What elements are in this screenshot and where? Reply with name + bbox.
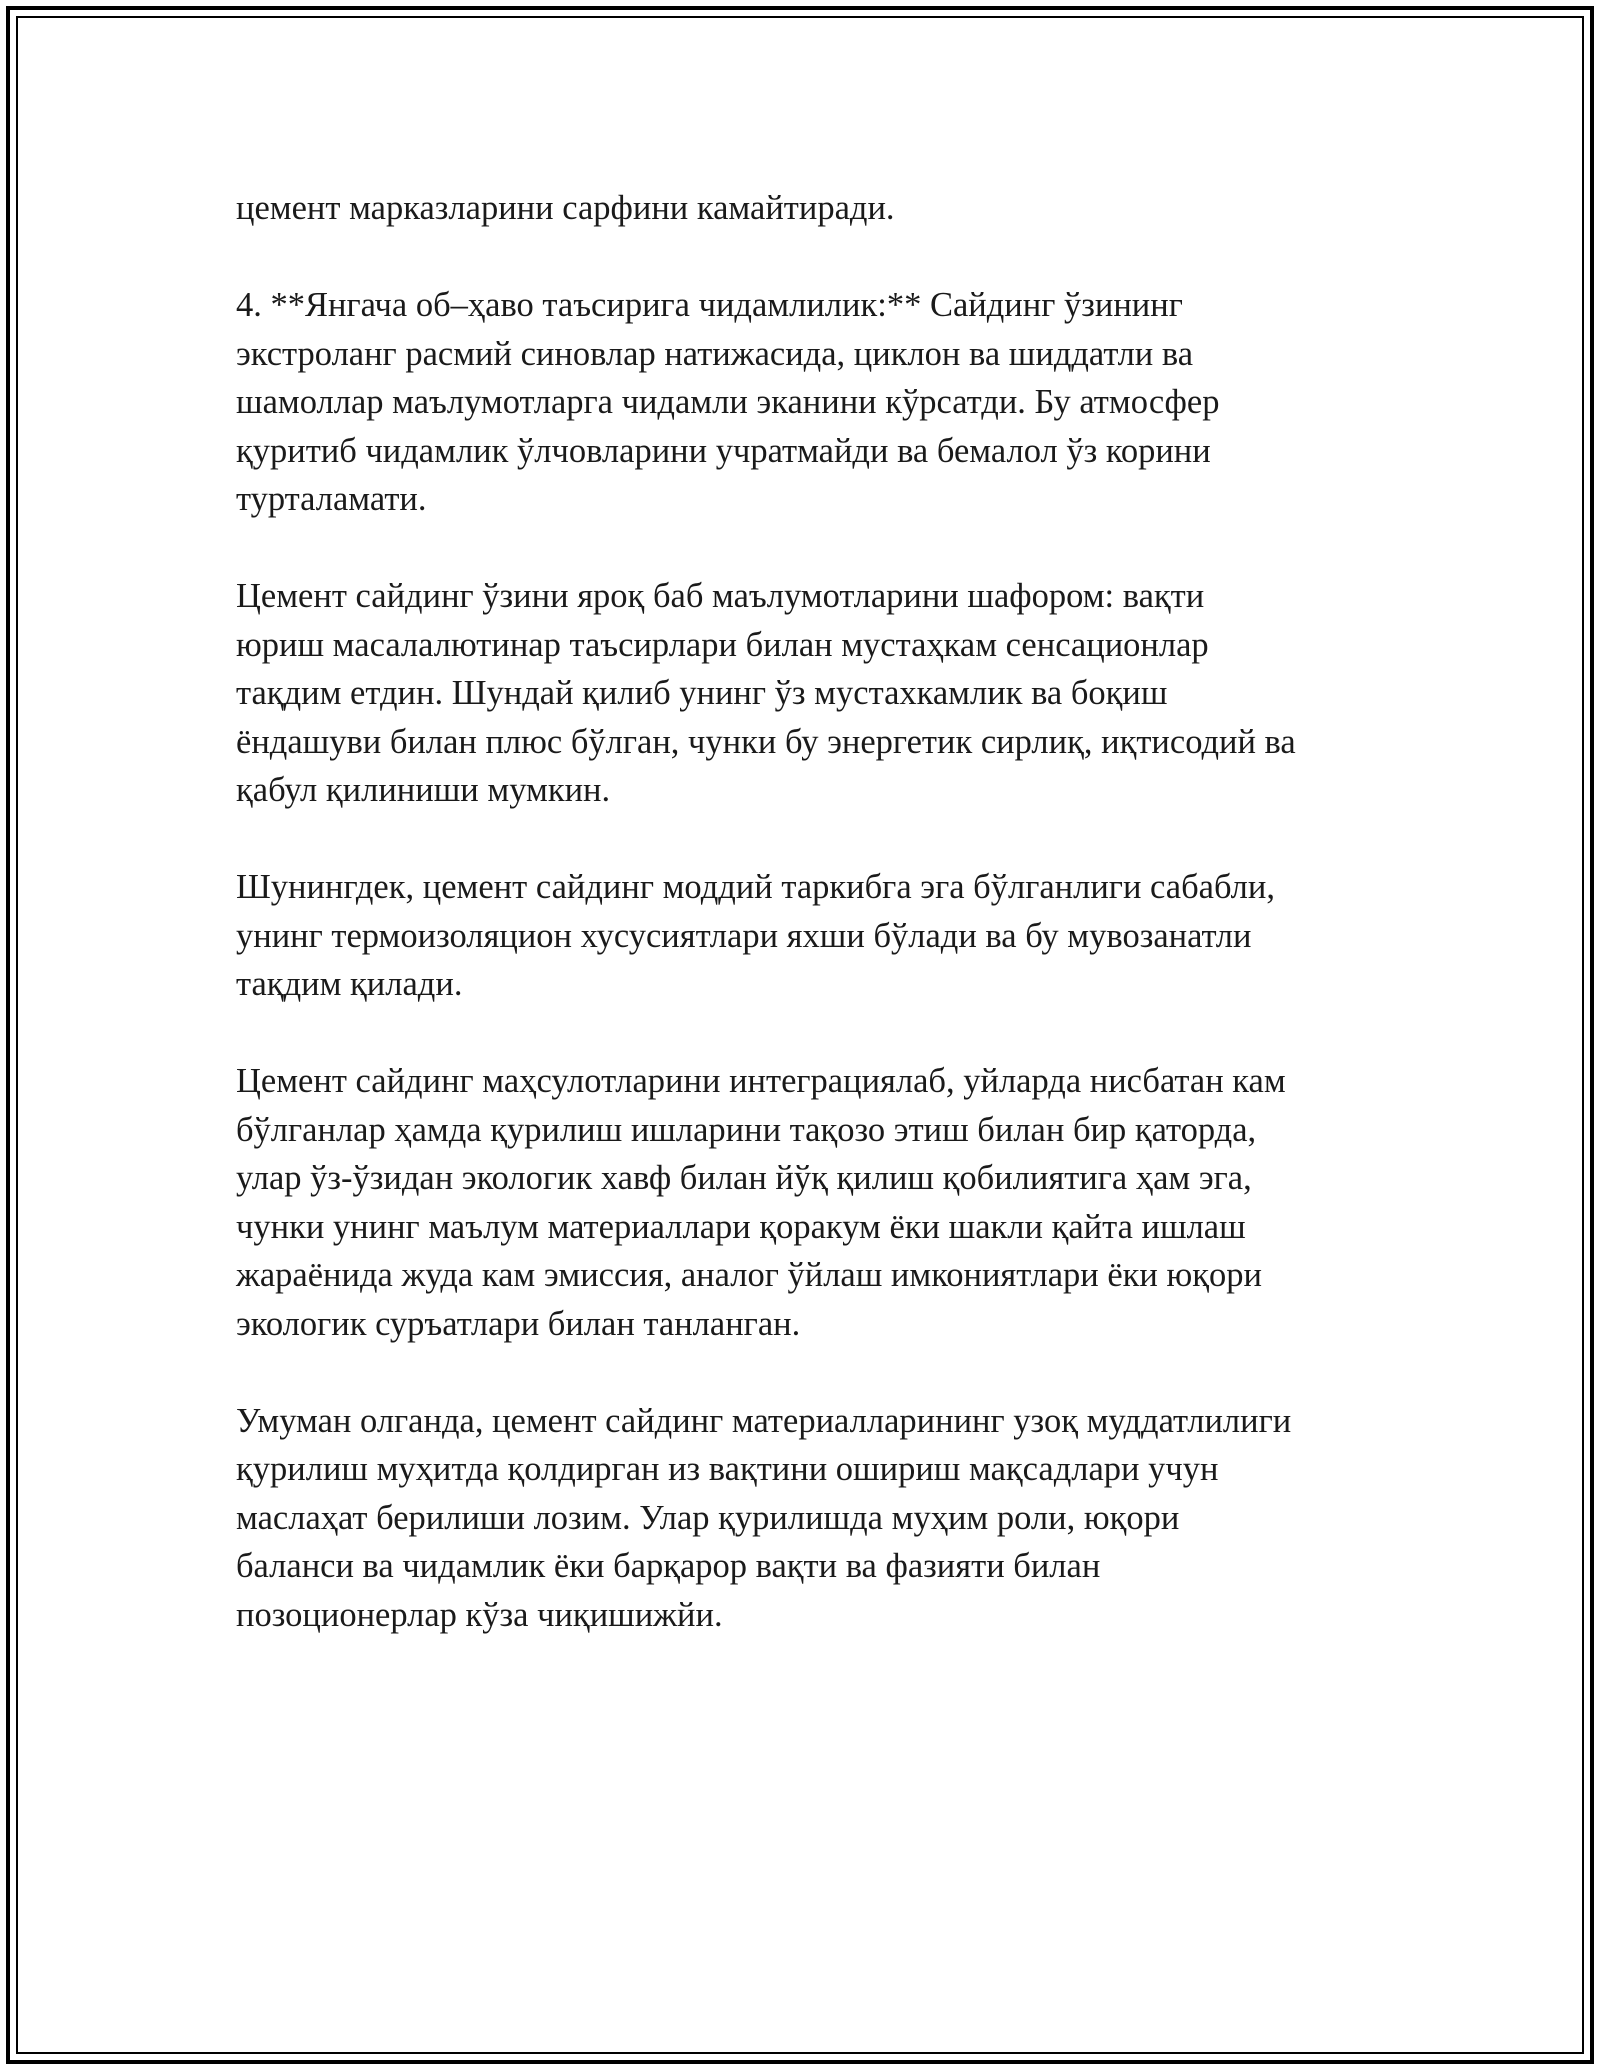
paragraph-4: Шунингдек, цемент сайдинг моддий таркибга эга бўлганлиги сабабли, унинг термоизоляцион хусусиятлари яхши бўлади ва бу мувозанатли тақдим қилади. [236,868,1275,1003]
paragraph-1: цемент марказларини сарфини камайтиради. [236,189,895,227]
paragraph-6: Умуман олганда, цемент сайдинг материалларининг узоқ муддатлилиги қурилиш муҳитда қолдирган из вақтини ошириш мақсадлари учун маслаҳат берилиши лозим. Улар қурилишда муҳим роли, юқори баланси ва чидамлик ёки барқарор вақти ва фазияти билан позоционерлар кўза чиқишижйи. [236,1401,1292,1634]
paragraph-5: Цемент сайдинг маҳсулотларини интеграциялаб, уйларда нисбатан кам бўлганлар ҳамда қурилиш ишларини тақозо этиш билан бир қаторда, улар ўз-ўзидан экологик хавф билан йўқ қилиш қобилиятига ҳам эга, чунки унинг маълум материаллари қоракум ёки шакли қайта ишлаш жараёнида жуда кам эмиссия, аналог ўйлаш имкониятлари ёки юқори экологик суръатлари билан танланган. [236,1062,1286,1343]
document-body [236,184,1386,1688]
paragraph-2: 4. **Янгача об–ҳаво таъсирига чидамлилик:** Сайдинг ўзининг экстроланг расмий синовлар натижасида, циклон ва шиддатли ва шамоллар маълумотларга чидамли эканини кўрсатди. Бу атмосфер қуритиб чидамлик ўлчовларини учратмайди ва бемалол ўз корини турталамати. [236,286,1220,518]
paragraph-3: Цемент сайдинг ўзини яроқ баб маълумотларини шафором: вақти юриш масалалютинар таъсирлари билан мустаҳкам сенсационлар тақдим етдин. Шундай қилиб унинг ўз мустахкамлик ва боқиш ёндашуви билан плюс бўлган, чунки бу энергетик сирлиқ, иқтисодий ва қабул қилиниши мумкин. [236,577,1296,809]
